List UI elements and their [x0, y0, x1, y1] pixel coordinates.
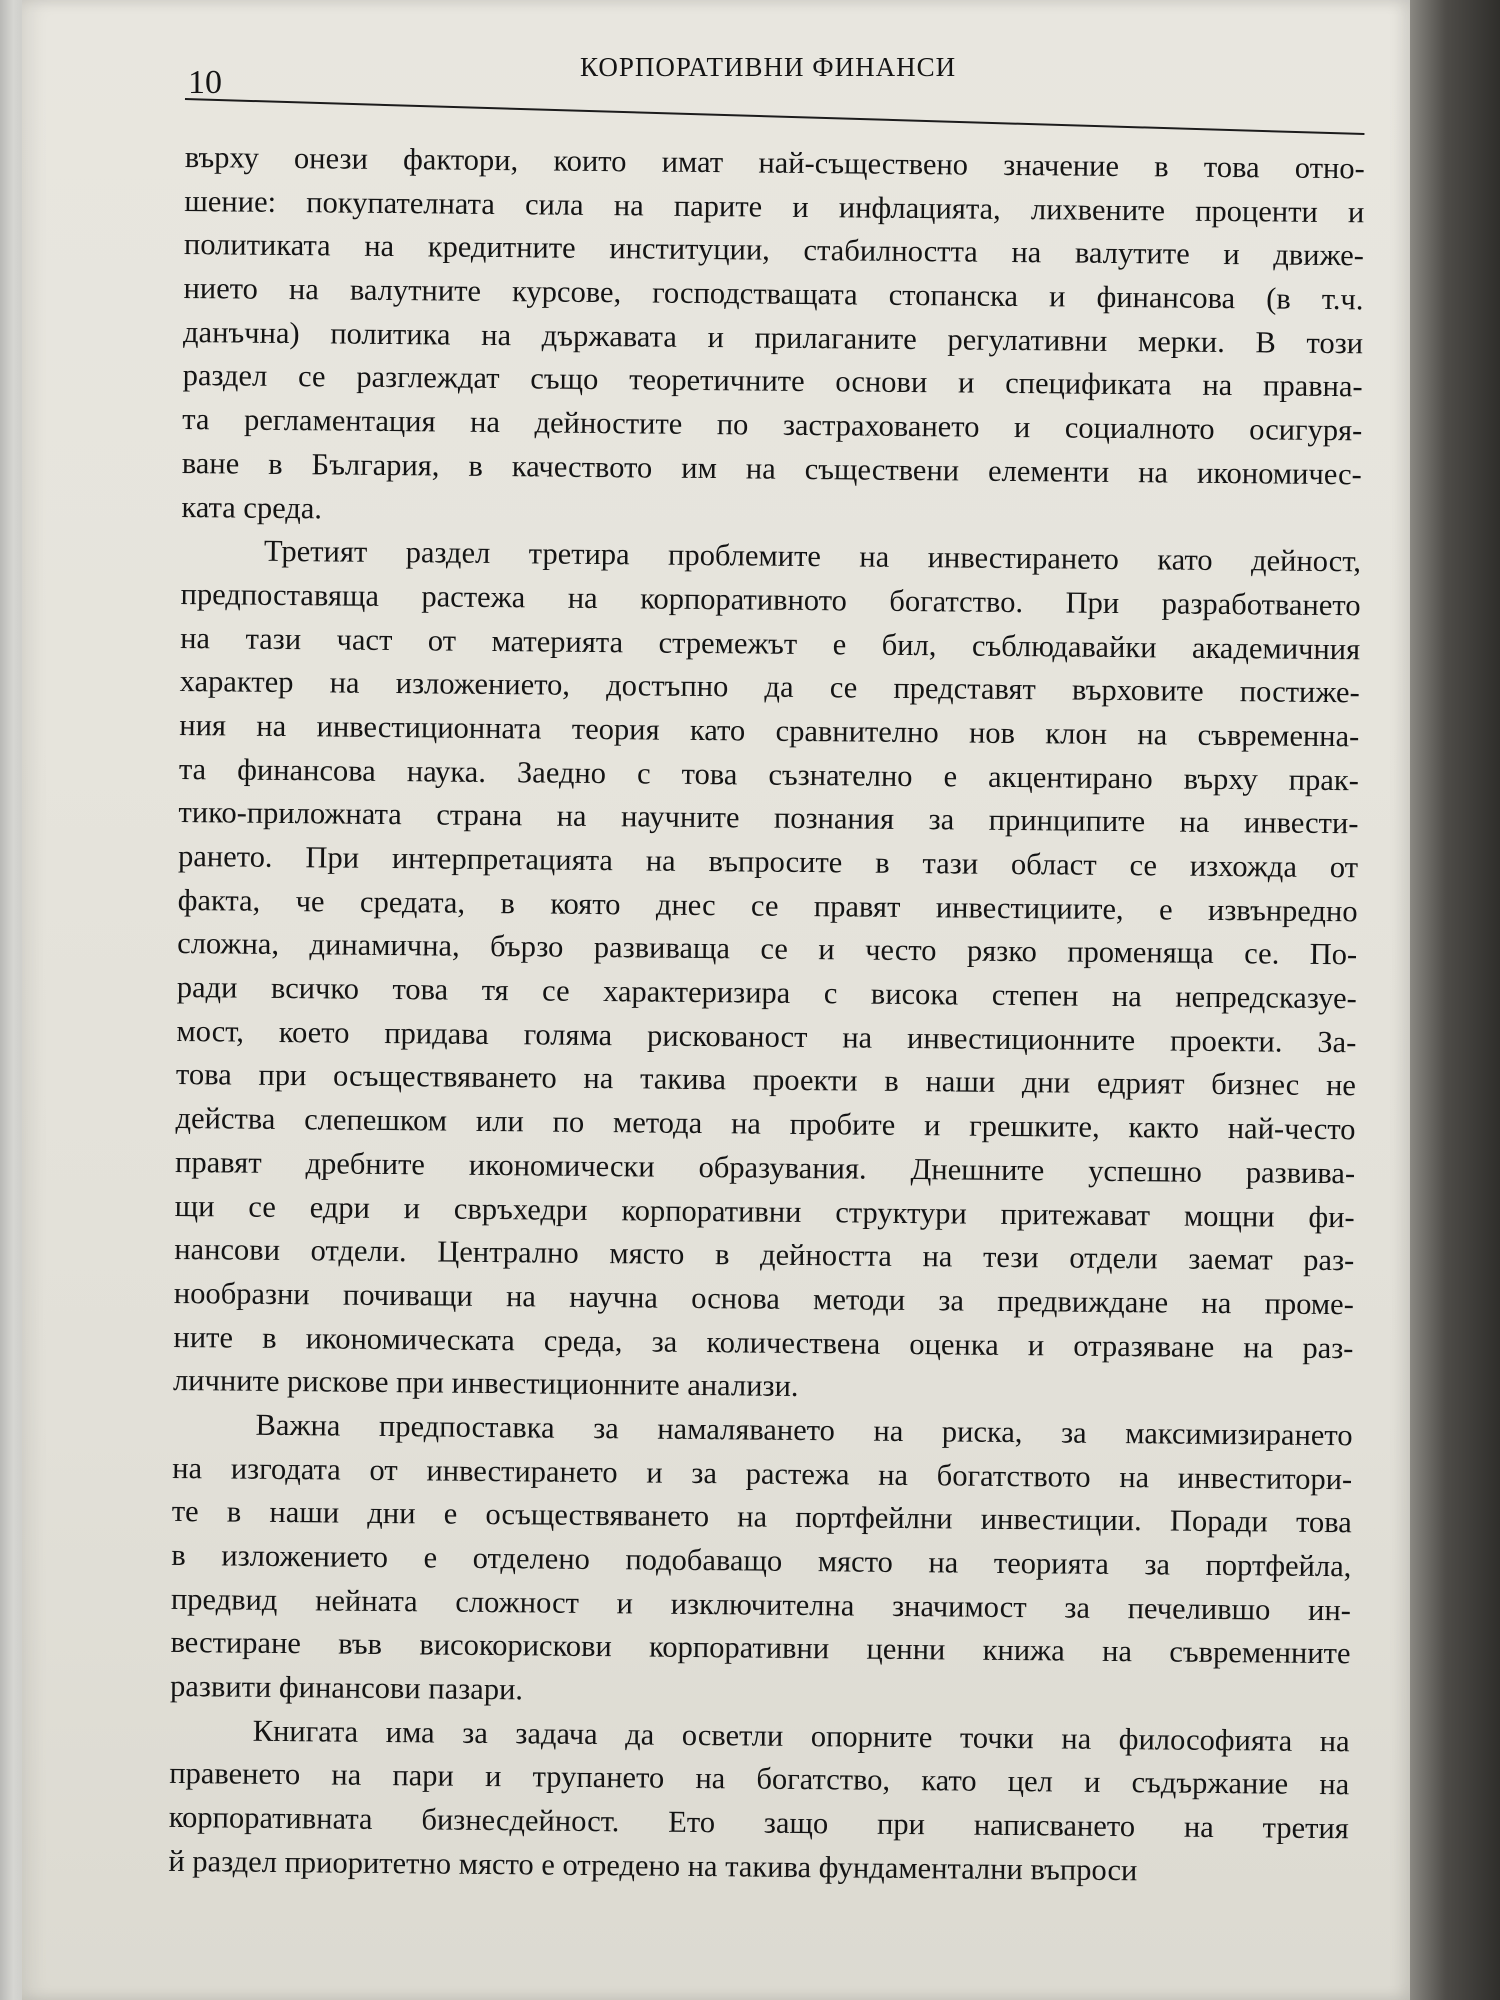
text-line: това при осъществяването на такива проекти в наши дни едрият бизнес не	[175, 1057, 1357, 1103]
text-line: та финансова наука. Заедно с това съзнателно е акцентирано върху прак-	[178, 751, 1360, 797]
paragraph	[168, 1709, 1350, 1895]
text-line: развити финансови пазари.	[169, 1668, 524, 1707]
text-line: политиката на кредитните институции, стабилността на валутите и движе-	[183, 227, 1365, 273]
text-line: й раздел приоритетно място е отредено на такива фундаментални въпроси	[168, 1843, 1138, 1888]
text-line: предвид нейната сложност и изключителна значимост за печелившо ин-	[170, 1581, 1352, 1627]
text-line: ради всичко това тя се характеризира с висока степен на непредсказуе-	[176, 970, 1357, 1016]
paragraph	[181, 136, 1365, 540]
text-line: шение: покупателната сила на парите и инфлацията, лихвените проценти и	[184, 183, 1365, 230]
text-line: личните рискове при инвестиционните анализи.	[172, 1363, 799, 1404]
text-line: факта, че средата, в която днес се правят инвестициите, е извънредно	[177, 882, 1358, 928]
text-line: ните в икономическата среда, за количествена оценка и отразяване на раз-	[173, 1319, 1354, 1365]
text-line: предпоставяща растежа на корпоративното богатство. При разработването	[180, 576, 1361, 623]
text-line: раздел се разглеждат също теоретичните основи и спецификата на правна-	[182, 358, 1363, 404]
paragraph	[170, 1403, 1353, 1720]
text-line: на тази част от материята стремежът е бил, съблюдавайки академичния	[180, 620, 1361, 666]
text-line: действа слепешком или по метода на пробите и грешките, както най-често	[175, 1101, 1356, 1147]
body-text	[168, 136, 1365, 1895]
text-line: щи се едри и свръхедри корпоративни структури притежават мощни фи-	[174, 1188, 1355, 1234]
text-line: правенето на пари и трупането на богатство, като цел и съдържание на	[169, 1756, 1350, 1802]
text-line: ване в България, в качеството им на съществени елементи на икономичес-	[181, 445, 1362, 492]
left-page-edge	[0, 0, 22, 2000]
text-line: рането. При интерпретацията на въпросите в тази област се изхожда от	[177, 838, 1359, 885]
text-line: в изложението е отделено подобаващо място на теорията за портфейла,	[171, 1537, 1352, 1584]
text-line: ния на инвестиционната теория като сравнително нов клон на съвременна-	[179, 707, 1360, 754]
text-line: тико-приложната страна на научните познания за принципите на инвести-	[178, 795, 1359, 841]
text-line: правят дребните икономически образувания. Днешните успешно развива-	[174, 1144, 1356, 1191]
text-line: те в наши дни е осъществяването на портфейлни инвестиции. Поради това	[171, 1494, 1352, 1540]
text-line: корпоративната бизнесдейност. Ето защо при написването на третия	[168, 1800, 1349, 1846]
right-background	[1410, 0, 1500, 2000]
text-line: вестиране във високорискови корпоративни ценни книжа на съвременните	[170, 1625, 1351, 1671]
text-line: Третият раздел третира проблемите на инвестирането като дейност,	[263, 533, 1362, 579]
paragraph	[173, 529, 1361, 1414]
text-line: сложна, динамична, бързо развиваща се и често рязко променяща се. По-	[177, 926, 1358, 972]
text-line: върху онези фактори, които имат най-съществено значение в това отно-	[184, 139, 1365, 186]
text-line: мост, което придава голяма рискованост на инвестиционните проекти. За-	[176, 1013, 1357, 1060]
text-line: нансови отдели. Централно място в дейността на тези отдели заемат раз-	[174, 1232, 1355, 1278]
text-line: нието на валутните курсове, господстващата стопанска и финансова (в т.ч.	[183, 271, 1364, 317]
text-line: на изгодата от инвестирането и за растежа на богатството на инвеститори-	[172, 1450, 1353, 1496]
text-line: ката среда.	[181, 489, 323, 525]
text-line: нообразни почиващи на научна основа методи за предвиждане на проме-	[173, 1275, 1355, 1322]
page-number: 10	[188, 64, 222, 101]
text-line: характер на изложението, достъпно да се представят върховите постиже-	[179, 664, 1360, 710]
text-line: Важна предпоставка за намаляването на риска, за максимизирането	[255, 1407, 1353, 1453]
text-line: данъчна) политика на държавата и прилаганите регулативни мерки. В този	[182, 314, 1364, 361]
text-line: Книгата има за задача да осветли опорните точки на философията на	[252, 1713, 1350, 1759]
running-head: КОРПОРАТИВНИ ФИНАНСИ	[580, 52, 957, 82]
text-line: та регламентация на дейностите по застраховането и социалното осигуря-	[182, 402, 1363, 448]
